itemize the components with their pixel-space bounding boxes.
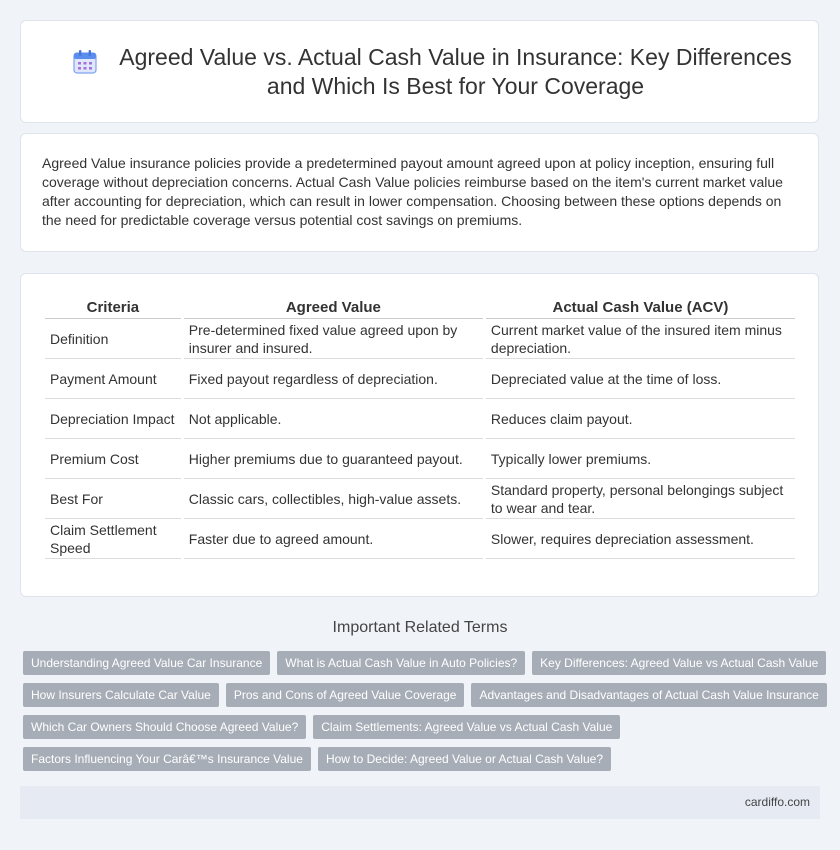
table-row xyxy=(45,319,795,359)
related-term-link[interactable]: Understanding Agreed Value Car Insurance xyxy=(23,651,270,675)
agreed-value-cell: Higher premiums due to guaranteed payout. xyxy=(184,439,483,479)
comparison-table xyxy=(42,296,798,559)
summary-card xyxy=(20,133,819,252)
acv-cell: Current market value of the insured item minus depreciation. xyxy=(486,319,795,359)
table-row xyxy=(45,399,795,439)
acv-cell: Depreciated value at the time of loss. xyxy=(486,359,795,399)
acv-cell: Typically lower premiums. xyxy=(486,439,795,479)
table-header-row xyxy=(45,296,795,319)
column-header-agreed-value: Agreed Value xyxy=(184,296,483,319)
criteria-cell: Premium Cost xyxy=(45,439,181,479)
tag-row xyxy=(23,651,823,675)
table-row xyxy=(45,519,795,559)
footer xyxy=(20,786,820,819)
acv-cell: Slower, requires depreciation assessment. xyxy=(486,519,795,559)
related-term-link[interactable]: Which Car Owners Should Choose Agreed Value? xyxy=(23,715,306,739)
criteria-cell: Claim Settlement Speed xyxy=(45,519,181,559)
agreed-value-cell: Not applicable. xyxy=(184,399,483,439)
agreed-value-cell: Classic cars, collectibles, high-value assets. xyxy=(184,479,483,519)
related-term-link[interactable]: How Insurers Calculate Car Value xyxy=(23,683,219,707)
footer-site-label: cardiffo.com xyxy=(744,795,810,809)
tag-row xyxy=(23,683,823,707)
acv-cell: Standard property, personal belongings subject to wear and tear. xyxy=(486,479,795,519)
criteria-cell: Best For xyxy=(45,479,181,519)
criteria-cell: Definition xyxy=(45,319,181,359)
related-term-link[interactable]: Key Differences: Agreed Value vs Actual Cash Value xyxy=(532,651,826,675)
related-terms-heading: Important Related Terms xyxy=(332,619,508,636)
column-header-acv: Actual Cash Value (ACV) xyxy=(486,296,795,319)
related-term-link[interactable]: Pros and Cons of Agreed Value Coverage xyxy=(226,683,465,707)
calendar-icon xyxy=(71,48,99,76)
header-card xyxy=(20,20,819,123)
criteria-cell: Depreciation Impact xyxy=(45,399,181,439)
summary-paragraph: Agreed Value insurance policies provide a predetermined payout amount agreed upon at policy inception, ensuring full coverage without depreciation concerns. Actual Cash Value policies reimburse based on the item's current market value after accounting for depreciation, which can result in lower compensation. Choosing between these options depends on the need for predictable coverage versus potential cost savings on premiums. xyxy=(42,155,783,228)
related-term-link[interactable]: Claim Settlements: Agreed Value vs Actual Cash Value xyxy=(313,715,620,739)
related-term-link[interactable]: Factors Influencing Your Carâ€™s Insurance Value xyxy=(23,747,311,771)
criteria-cell: Payment Amount xyxy=(45,359,181,399)
page-title: Agreed Value vs. Actual Cash Value in Insurance: Key Differences and Which Is Best for Your Coverage xyxy=(119,44,792,99)
tag-row xyxy=(23,715,823,739)
related-term-link[interactable]: How to Decide: Agreed Value or Actual Cash Value? xyxy=(318,747,611,771)
table-row xyxy=(45,359,795,399)
agreed-value-cell: Pre-determined fixed value agreed upon by insurer and insured. xyxy=(184,319,483,359)
column-header-criteria: Criteria xyxy=(45,296,181,319)
table-row xyxy=(45,439,795,479)
agreed-value-cell: Faster due to agreed amount. xyxy=(184,519,483,559)
related-terms-list xyxy=(23,651,823,779)
agreed-value-cell: Fixed payout regardless of depreciation. xyxy=(184,359,483,399)
comparison-table-card xyxy=(20,273,819,597)
related-term-link[interactable]: Advantages and Disadvantages of Actual Cash Value Insurance xyxy=(471,683,826,707)
acv-cell: Reduces claim payout. xyxy=(486,399,795,439)
related-term-link[interactable]: What is Actual Cash Value in Auto Policies? xyxy=(277,651,525,675)
title-wrap xyxy=(71,43,798,101)
table-row xyxy=(45,479,795,519)
tag-row xyxy=(23,747,823,771)
